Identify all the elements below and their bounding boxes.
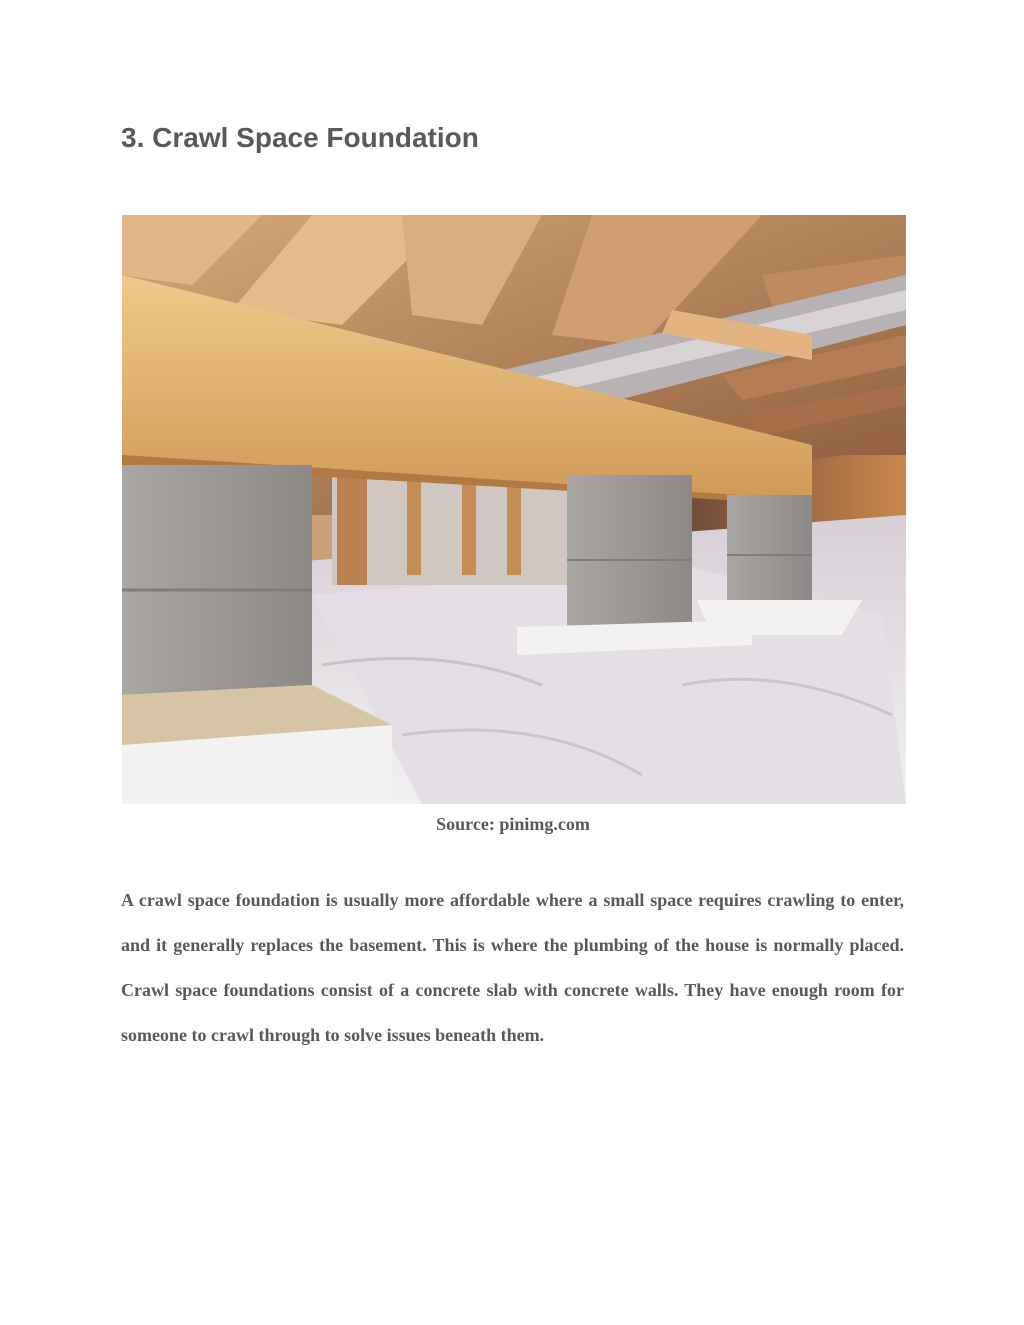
body-paragraph: A crawl space foundation is usually more affordable where a small space requires crawling to enter, and it generally replaces the basement. This is where the plumbing of the house is normally placed. Crawl space foundations consist of a concrete slab with concrete walls. They have enough room for someone to crawl through to solve issues beneath them. [121,890,904,1045]
page-title: 3. Crawl Space Foundation [121,122,479,153]
crawl-space-photo [122,215,906,804]
image-caption: Source: pinimg.com [436,814,590,834]
